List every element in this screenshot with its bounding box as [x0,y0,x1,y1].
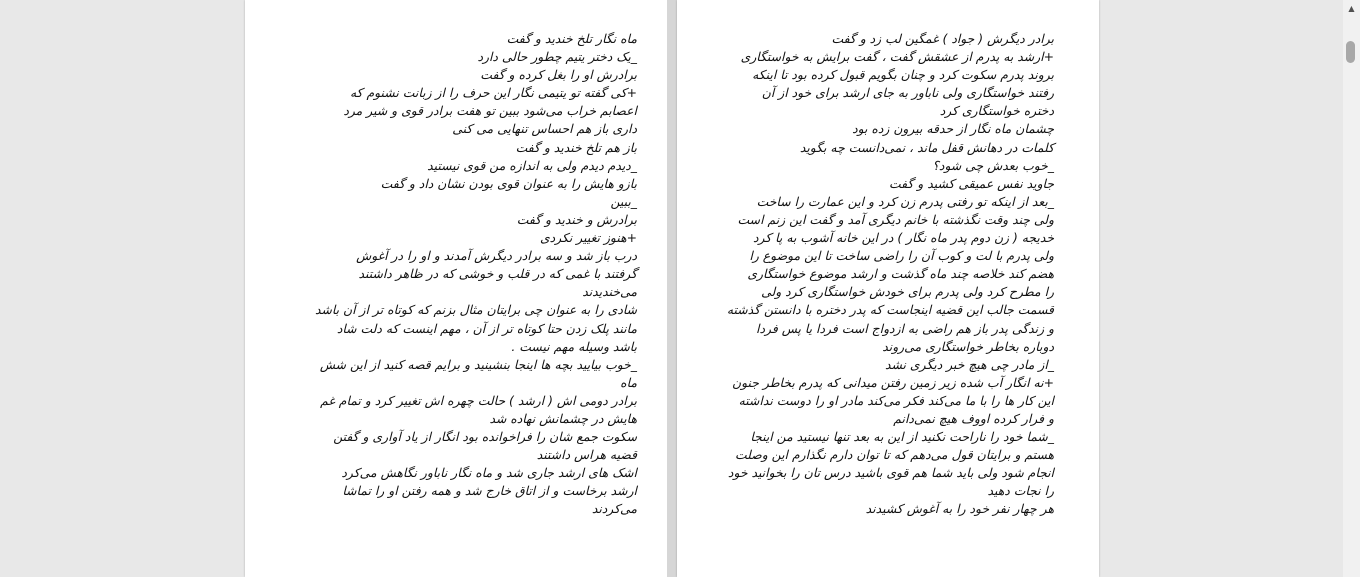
scroll-up-icon[interactable]: ▲ [1348,4,1355,13]
text-line: قضیه هراس داشتند [536,447,637,463]
text-line: بازو هایش را به عنوان قوی بودن نشان داد و گفت [380,175,637,191]
text-line: می‌خندیدند [582,284,637,300]
text-line: رفتند خواستگاری ولی ناباور به جای ارشد برای خود از آن [761,85,1054,101]
text-line: ولی چند وقت نگذشته با خانم دیگری آمد و گفت این زنم است [737,211,1054,227]
text-line: و زندگی پدر باز هم راضی به ازدواج است فردا یا پس فردا [756,320,1054,336]
text-line: بروند پدرم سکوت کرد و چنان بگویم قبول کرده بود تا اینکه [752,67,1054,83]
text-line: سکوت جمع شان را فراخوانده بود انگار از یاد آواری و گفتن [333,429,637,445]
text-line: ماه [620,374,637,390]
document-page-left [245,0,667,577]
text-line: اشک های ارشد جاری شد و ماه نگار ناباور نگاهش می‌کرد [341,465,637,481]
text-line: کلمات در دهانش قفل ماند ، نمی‌دانست چه بگوید [799,139,1054,155]
text-line: اعصابم خراب می‌شود ببین تو هفت برادر قوی و شیر مرد [343,103,637,119]
text-line: _دیدم دیدم ولی به اندازه من قوی نیستید [427,157,637,173]
text-line: _بعد از اینکه تو رفتی پدرم زن کرد و این عمارت را ساخت [756,193,1054,209]
text-line: برادرش او را بغل کرده و گفت [480,67,637,83]
text-line: قسمت جالب این قضیه اینجاست که پدر دختره با دانستن گذشته [726,302,1054,318]
text-line: داری باز هم احساس تنهایی می کنی [452,121,637,137]
text-line: +ارشد به پدرم از عشقش گفت ، گفت برایش به خواستگاری [740,49,1054,65]
text-line: هایش در چشمانش نهاده شد [489,410,637,426]
text-line: و فرار کرده اووف هیچ نمی‌دانم [893,410,1054,426]
text-line: دختره خواستگاری کرد [939,103,1054,119]
text-line: این کار ها را با ما می‌کند فکر می‌کند مادر او را دوست نداشته [738,392,1054,408]
text-line: _خوب بعدش چی شود؟ [932,157,1054,173]
text-line: برادرش و خندید و گفت [516,211,637,227]
text-line: می‌کردند [591,501,637,517]
text-line: باشد وسیله مهم نیست . [511,338,637,354]
text-line: شادی را به عنوان چی برایتان مثال بزنم که کوتاه تر از آن باشد [315,302,637,318]
text-line: ارشد برخاست و از اتاق خارج شد و همه رفتن او را تماشا [342,483,637,499]
text-line: _یک دختر یتیم چطور حالی دارد [477,49,637,65]
text-line: را مطرح کرد ولی پدرم برای خودش خواستگاری کرد ولی [761,284,1054,300]
page-gap [667,0,677,577]
page-right-text [727,30,1054,519]
text-line: +نه انگار آب شده زیر زمین رفتن میدانی که پدرم بخاطر جنون [732,374,1054,390]
text-line: +کی گفته تو یتیمی نگار این حرف را از زبانت نشنوم که [350,85,637,101]
text-line: ولی پدرم با لت و کوب آن را راضی ساخت تا این موضوع را [749,248,1054,264]
scroll-thumb[interactable] [1346,41,1355,63]
text-line: _خوب بیایید بچه ها اینجا بنشینید و برایم قصه کنید از این شش [319,356,637,372]
text-line: انجام شود ولی باید شما هم قوی باشید درس تان را بخوانید خود [727,465,1054,481]
text-line: را نجات دهید [987,483,1054,499]
text-line: +هنوز تغییر نکردی [539,230,637,246]
text-line: باز هم تلخ خندید و گفت [515,139,637,155]
text-line: درب باز شد و سه برادر دیگرش آمدند و او را در آغوش [356,248,637,264]
text-line: مانند پلک زدن حتا کوتاه تر از آن ، مهم اینست که دلت شاد [336,320,637,336]
vertical-scrollbar[interactable] [1343,0,1360,577]
text-line: خدیجه ( زن دوم پدر ماه نگار ) در این خانه آشوب به پا کرد [752,230,1054,246]
text-line: برادر دومی اش ( ارشد ) حالت چهره اش تغییر کرد و تمام غم [320,392,637,408]
text-line: _از مادر چی هیچ خبر دیگری نشد [884,356,1054,372]
text-line: هستم و برایتان قول می‌دهم که تا توان دارم نگذارم این وصلت [734,447,1054,463]
text-line: هضم کند خلاصه چند ماه گذشت و ارشد موضوع خواستگاری [747,266,1054,282]
text-line: _ببین [610,193,637,209]
text-line: برادر دیگرش ( جواد ) غمگین لب زد و گفت [831,31,1054,46]
text-line: جاوید نفس عمیقی کشید و گفت [889,175,1054,191]
text-line: هر چهار نفر خود را به آغوش کشیدند [865,501,1054,517]
text-line: دوباره بخاطر خواستگاری می‌روند [882,338,1054,354]
text-line: چشمان ماه نگار از حدقه بیرون زده بود [852,121,1054,137]
text-line: _شما خود را ناراحت نکنید از این به بعد تنها نیستید من اینجا [750,429,1054,445]
document-page-right [677,0,1099,577]
text-line: ماه نگار تلخ خندید و گفت [506,31,637,46]
text-line: گرفتند با غمی که در قلب و خوشی که در ظاهر داشتند [358,266,637,282]
page-left-text [315,30,637,519]
